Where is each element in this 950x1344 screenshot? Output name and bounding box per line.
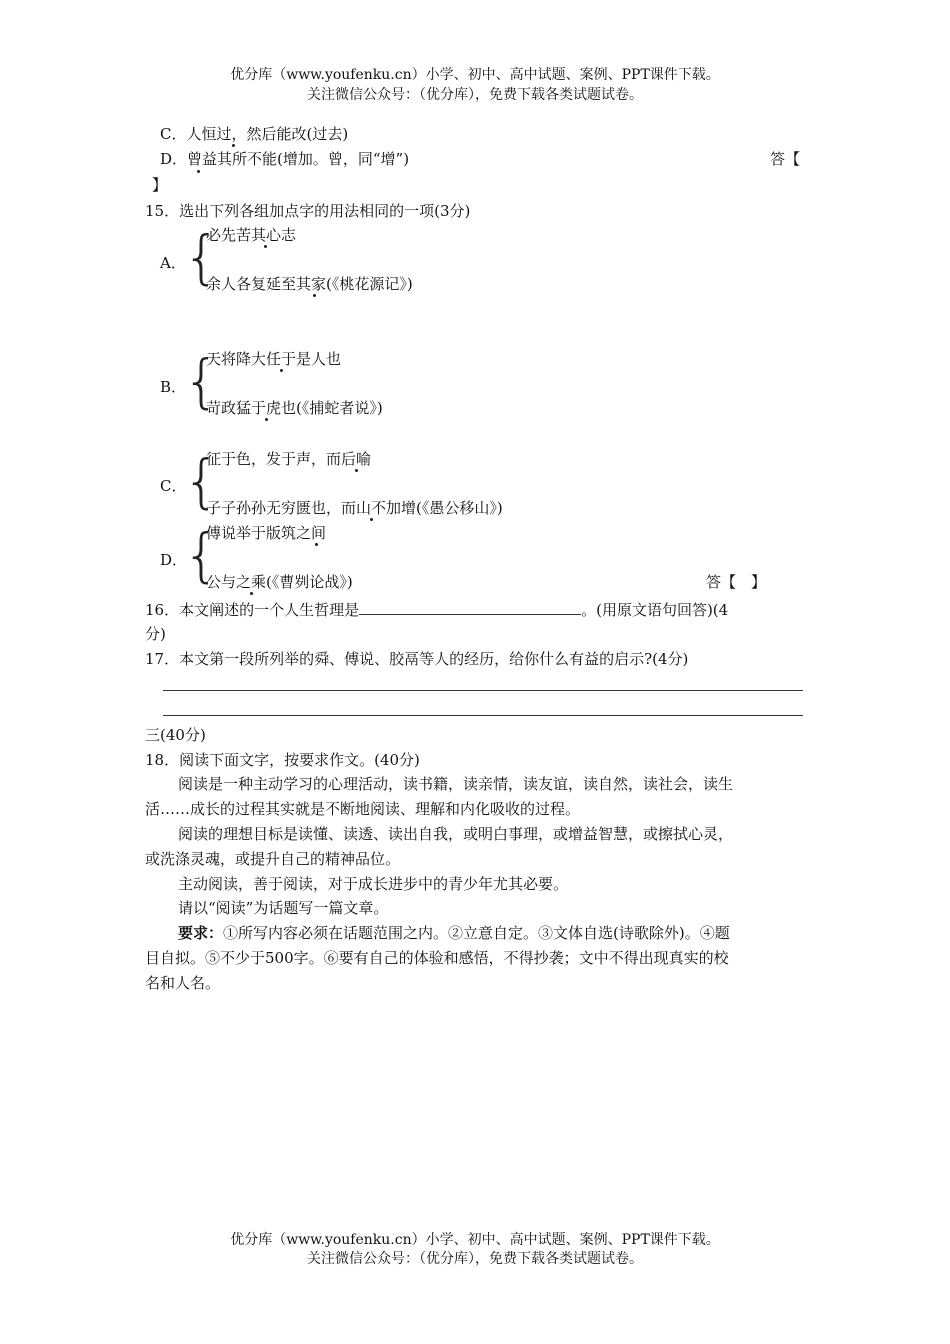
header-line-1: 优分库（www.youfenku.cn）小学、初中、高中试题、案例、PPT课件下载。	[230, 67, 720, 83]
emphasis-dot	[265, 418, 268, 421]
q16-question	[145, 600, 728, 620]
emphasis-dot	[264, 245, 267, 248]
emphasis-dot	[197, 170, 200, 173]
emphasis-dot	[250, 592, 253, 595]
q15-option-a-line1: 必先苦其心志	[206, 226, 297, 244]
q18-para2-line1: 阅读的理想目标是读懂、读透、读出自我，或明白事理，或增益智慧，或擦拭心灵，	[178, 825, 734, 843]
q15-stem: 15．选出下列各组加点字的用法相同的一项(3分)	[145, 202, 471, 220]
emphasis-dot	[355, 469, 358, 472]
left-brace-icon: {	[183, 521, 220, 589]
q16-text-before: 16．本文阐述的一个人生哲理是	[145, 601, 360, 619]
q18-requirements-line1	[178, 923, 730, 943]
q16-answer-blank[interactable]	[359, 600, 581, 615]
q17-answer-line[interactable]	[163, 690, 803, 691]
emphasis-dot	[232, 144, 235, 147]
q15-answer: 答【 】	[706, 573, 767, 591]
q18-requirements-label: 要求：	[178, 924, 224, 942]
emphasis-dot	[370, 518, 373, 521]
q15-option-d-line2: 公与之乘(《曹刿论战》)	[206, 573, 353, 591]
q15-option-b-label: B．	[160, 378, 187, 396]
q15-option-b-line2: 苛政猛于虎也(《捕蛇者说》)	[206, 399, 383, 417]
q17-answer-line[interactable]	[163, 715, 803, 716]
q15-option-a-label: A．	[160, 254, 186, 272]
emphasis-dot	[315, 543, 318, 546]
q14-answer-label: 答【	[770, 150, 801, 168]
q14-answer-close: 】	[152, 176, 168, 194]
q14-option-d: D．曾益其所不能(增加。曾，同“增”)	[160, 150, 410, 168]
left-brace-icon: {	[183, 447, 220, 515]
emphasis-dot	[313, 294, 316, 297]
section-3-heading: 三(40分)	[145, 726, 206, 744]
q15-option-a-line2: 余人各复延至其家(《桃花源记》)	[206, 275, 413, 293]
q18-requirements-line2: 目自拟。⑤不少于500字。⑥要有自己的体验和感悟，不得抄袭；文中不得出现真实的校	[145, 949, 729, 967]
q15-option-c-label: C．	[160, 477, 187, 495]
q18-requirements-text: ①所写内容必须在话题范围之内。②立意自定。③文体自选(诗歌除外)。④题	[223, 924, 730, 942]
q15-option-c-line2: 子子孙孙无穷匮也，而山不加增(《愚公移山》)	[206, 499, 503, 517]
q18-para2-line2: 或洗涤灵魂，或提升自己的精神品位。	[145, 850, 401, 868]
q15-option-d-line1: 傅说举于版筑之间	[206, 524, 327, 542]
q16-text-after: 。(用原文语句回答)(4	[581, 601, 729, 619]
left-brace-icon: {	[183, 223, 220, 291]
q18-para1-line1: 阅读是一种主动学习的心理活动，读书籍，读亲情，读友谊，读自然，读社会，读生	[178, 775, 734, 793]
q16-text-wrap: 分)	[145, 625, 166, 643]
q18-para3: 主动阅读，善于阅读，对于成长进步中的青少年尤其必要。	[178, 875, 569, 893]
footer-line-2: 关注微信公众号：（优分库），免费下载各类试题试卷。	[307, 1251, 643, 1267]
header-line-2: 关注微信公众号：（优分库），免费下载各类试题试卷。	[307, 87, 643, 103]
emphasis-dot	[280, 369, 283, 372]
q15-option-b-line1: 天将降大任于是人也	[206, 350, 342, 368]
left-brace-icon: {	[183, 347, 220, 415]
q18-para4: 请以“阅读”为话题写一篇文章。	[178, 899, 389, 917]
q17-question: 17．本文第一段所列举的舜、傅说、胶鬲等人的经历，给你什么有益的启示?(4分)	[145, 650, 689, 668]
q15-option-c-line1: 征于色，发于声，而后喻	[206, 450, 372, 468]
q18-para1-line2: 活……成长的过程其实就是不断地阅读、理解和内化吸收的过程。	[145, 800, 581, 818]
q18-requirements-line3: 名和人名。	[145, 974, 221, 992]
q15-option-d-label: D．	[160, 551, 188, 569]
footer-line-1: 优分库（www.youfenku.cn）小学、初中、高中试题、案例、PPT课件下载。	[230, 1232, 720, 1248]
q18-stem: 18．阅读下面文字，按要求作文。(40分)	[145, 751, 420, 769]
q14-option-c: C．人恒过，然后能改(过去)	[160, 125, 349, 143]
